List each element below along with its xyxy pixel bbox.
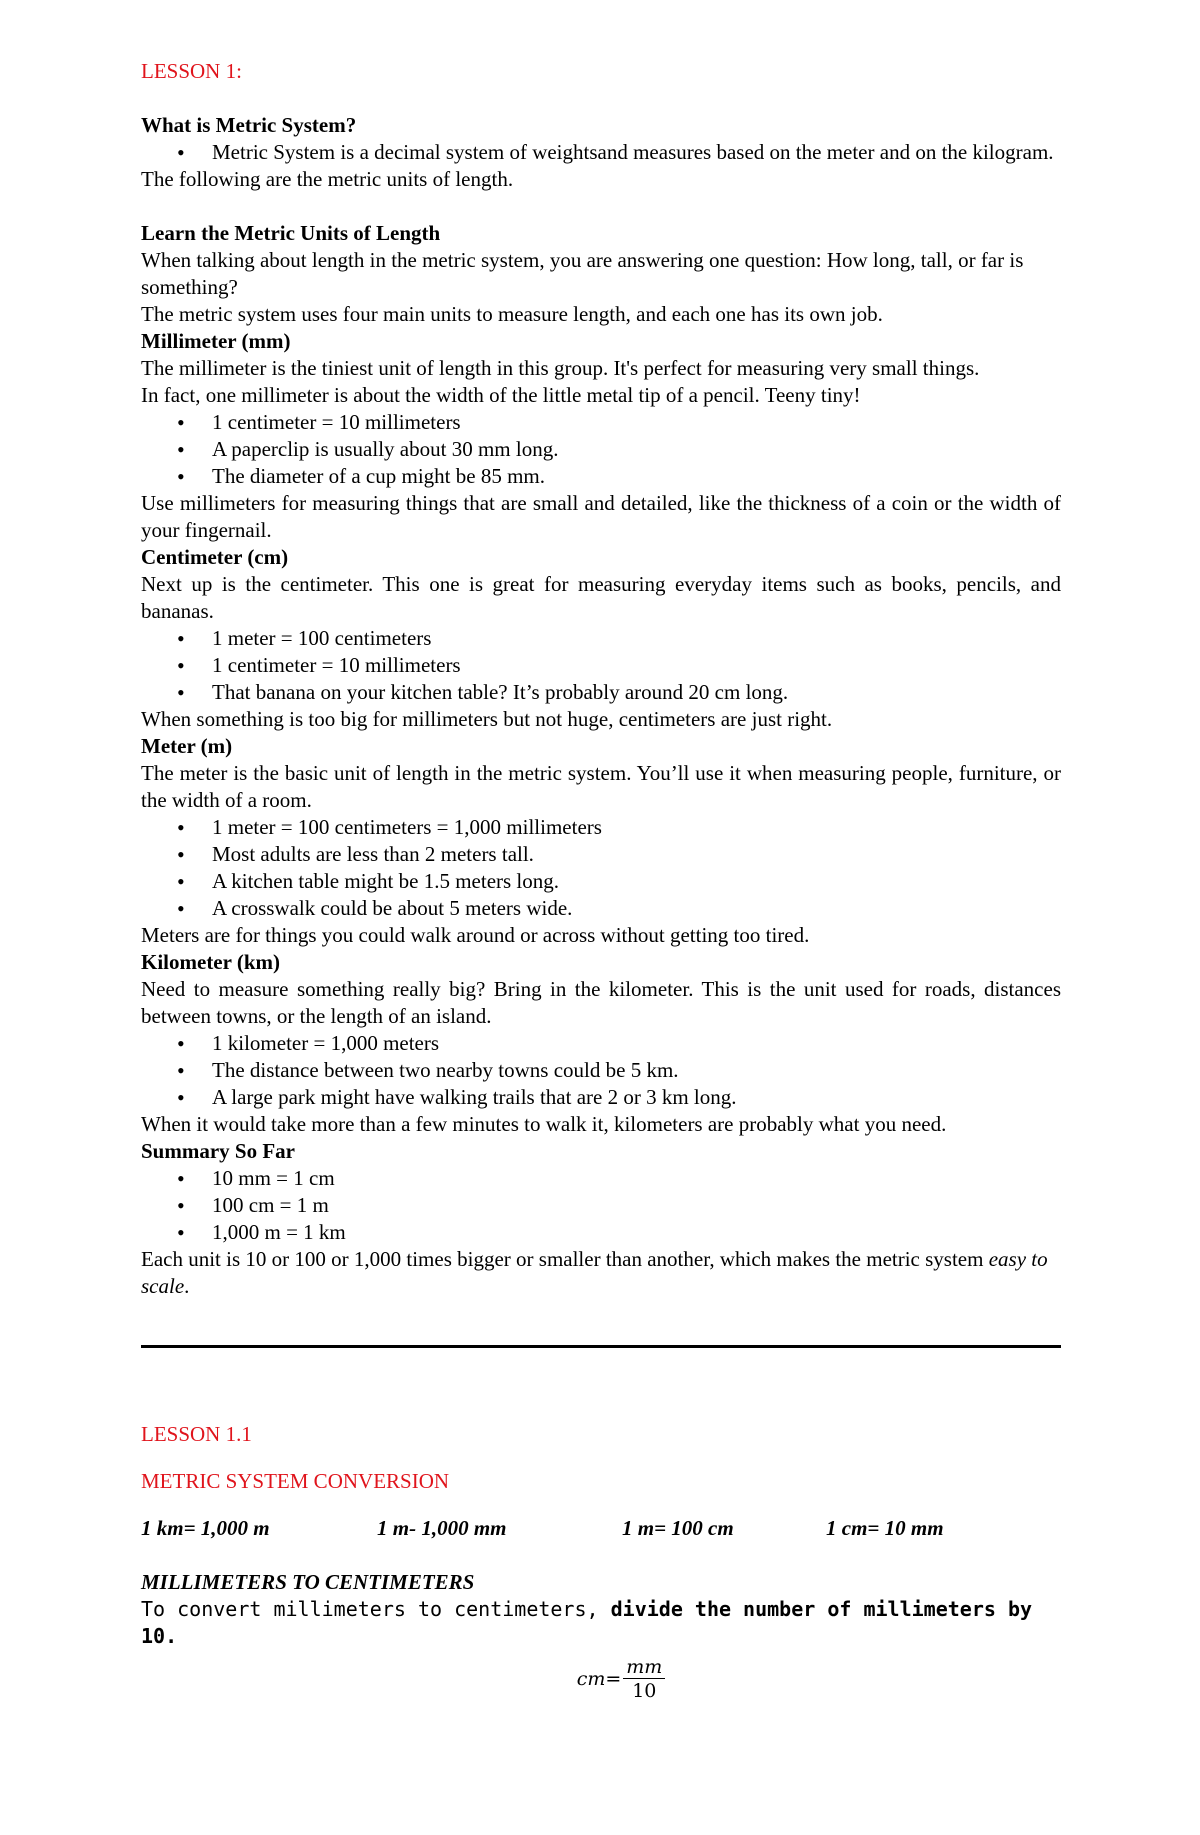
meter-paragraph-1: The meter is the basic unit of length in the metric system. You’ll use it when measuring people, furniture, or the width of a room. [141, 761, 1061, 812]
list-item: • 1 centimeter = 10 millimeters [141, 409, 1061, 436]
list-item: • That banana on your kitchen table? It’s probably around 20 cm long. [141, 679, 1061, 706]
meter-list [141, 814, 1061, 922]
mm-to-cm-instruction [141, 1596, 1061, 1650]
summary-text: Each unit is 10 or 100 or 1,000 times bigger or smaller than another, which makes the metric system [141, 1247, 989, 1271]
definition-bullet: • Metric System is a decimal system of weightsand measures based on the meter and on the kilogram. [141, 139, 1061, 166]
list-item: • 1 meter = 100 centimeters = 1,000 millimeters [141, 814, 1061, 841]
conversion-row [141, 1515, 1061, 1542]
lesson-1-heading: LESSON 1: [141, 59, 242, 83]
list-item: • Most adults are less than 2 meters tall. [141, 841, 1061, 868]
learn-paragraph-1: When talking about length in the metric system, you are answering one question: How long, tall, or far is something? [141, 248, 1024, 299]
conversion-m-mm: 1 m- 1,000 mm [377, 1516, 507, 1540]
list-item: • The distance between two nearby towns could be 5 km. [141, 1057, 1061, 1084]
list-item: • The diameter of a cup might be 85 mm. [141, 463, 1061, 490]
following-text: The following are the metric units of length. [141, 167, 514, 191]
summary-list [141, 1165, 1061, 1246]
list-item: • 10 mm = 1 cm [141, 1165, 1061, 1192]
what-is-metric-title: What is Metric System? [141, 113, 357, 137]
list-item: • A kitchen table might be 1.5 meters long. [141, 868, 1061, 895]
list-item: • 1 kilometer = 1,000 meters [141, 1030, 1061, 1057]
conversion-m-cm: 1 m= 100 cm [622, 1516, 734, 1540]
formula-lhs: cm= [576, 1668, 622, 1690]
conversion-subheading: METRIC SYSTEM CONVERSION [141, 1469, 450, 1493]
kilometer-title: Kilometer (km) [141, 950, 280, 974]
list-item: • A crosswalk could be about 5 meters wide. [141, 895, 1061, 922]
millimeter-paragraph-1: The millimeter is the tiniest unit of length in this group. It's perfect for measuring very small things. [141, 356, 980, 380]
millimeter-paragraph-3: Use millimeters for measuring things that are small and detailed, like the thickness of a coin or the width of your fingernail. [141, 491, 1061, 542]
centimeter-title: Centimeter (cm) [141, 545, 289, 569]
conversion-cm-mm: 1 cm= 10 mm [826, 1516, 944, 1540]
centimeter-paragraph-2: When something is too big for millimeters but not huge, centimeters are just right. [141, 707, 833, 731]
kilometer-list [141, 1030, 1061, 1111]
centimeter-list [141, 625, 1061, 706]
conversion-formula [181, 1656, 1061, 1703]
summary-end: . [184, 1274, 190, 1298]
list-item: • A paperclip is usually about 30 mm long. [141, 436, 1061, 463]
list-item: • 1 meter = 100 centimeters [141, 625, 1061, 652]
list-item: • A large park might have walking trails that are 2 or 3 km long. [141, 1084, 1061, 1111]
millimeter-paragraph-2: In fact, one millimeter is about the width of the little metal tip of a pencil. Teeny tiny! [141, 383, 861, 407]
meter-title: Meter (m) [141, 734, 233, 758]
summary-italic: easy to scale [141, 1247, 1048, 1298]
formula-fraction [623, 1656, 665, 1703]
summary-title: Summary So Far [141, 1139, 295, 1163]
millimeter-list [141, 409, 1061, 490]
learn-units-title: Learn the Metric Units of Length [141, 221, 441, 245]
lesson-1-1-heading: LESSON 1.1 [141, 1422, 252, 1446]
mm-to-cm-title: MILLIMETERS TO CENTIMETERS [141, 1570, 475, 1594]
formula-denominator: 10 [632, 1680, 657, 1702]
kilometer-paragraph-1: Need to measure something really big? Bring in the kilometer. This is the unit used for roads, distances between towns, or the length of an island. [141, 977, 1061, 1028]
definition-list [141, 139, 1061, 166]
formula-numerator: mm [623, 1656, 665, 1679]
centimeter-paragraph-1: Next up is the centimeter. This one is great for measuring everyday items such as books, pencils, and bananas. [141, 572, 1061, 623]
meter-paragraph-2: Meters are for things you could walk around or across without getting too tired. [141, 923, 810, 947]
millimeter-title: Millimeter (mm) [141, 329, 291, 353]
list-item: • 1,000 m = 1 km [141, 1219, 1061, 1246]
list-item: • 1 centimeter = 10 millimeters [141, 652, 1061, 679]
list-item: • 100 cm = 1 m [141, 1192, 1061, 1219]
learn-paragraph-2: The metric system uses four main units to measure length, and each one has its own job. [141, 302, 883, 326]
kilometer-paragraph-2: When it would take more than a few minutes to walk it, kilometers are probably what you need. [141, 1112, 947, 1136]
conversion-km-m: 1 km= 1,000 m [141, 1516, 270, 1540]
mm-to-cm-bold: divide the number of millimeters by 10. [141, 1597, 1033, 1648]
mm-to-cm-text: To convert millimeters to centimeters, [141, 1597, 611, 1621]
document-page [141, 58, 1061, 1703]
summary-paragraph [141, 1246, 1061, 1300]
